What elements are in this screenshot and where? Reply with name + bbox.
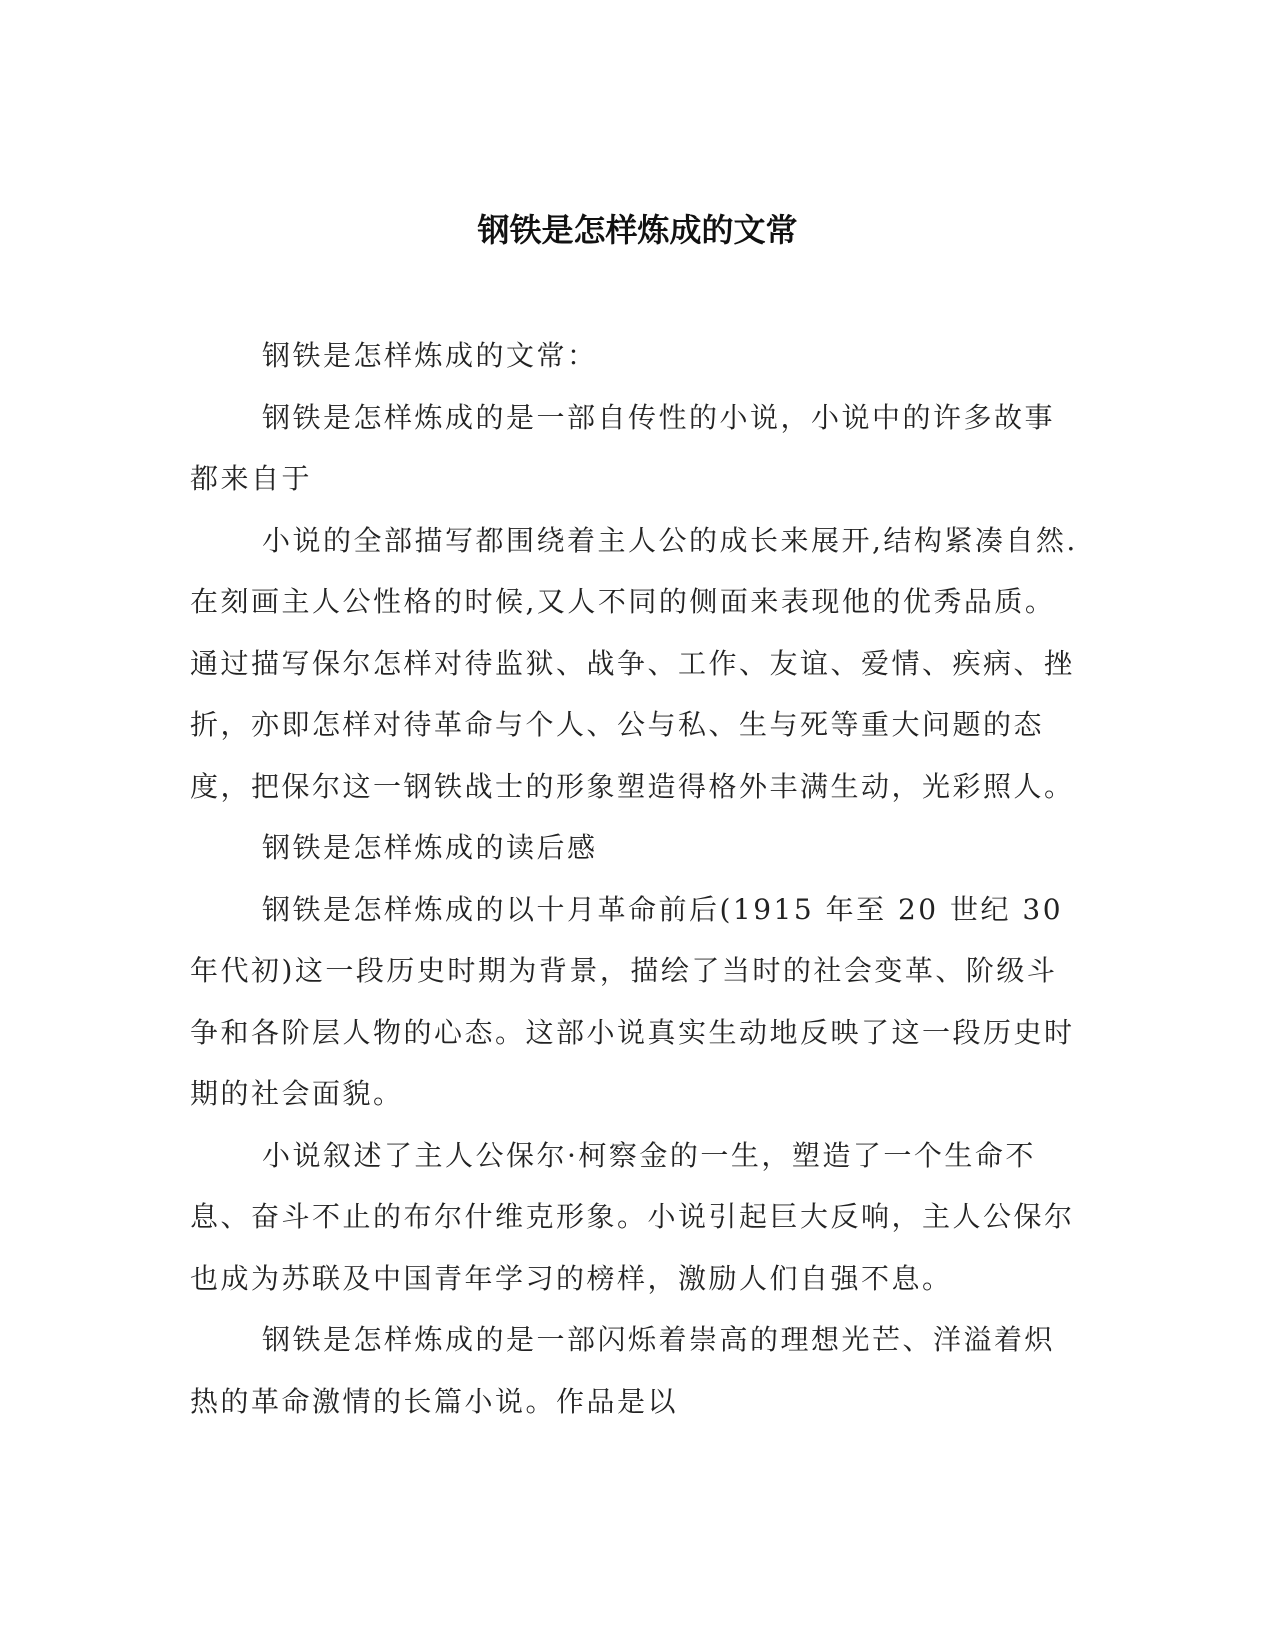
- paragraph-7: 钢铁是怎样炼成的是一部闪烁着崇高的理想光芒、洋溢着炽热的革命激情的长篇小说。作品是以: [190, 1323, 1056, 1418]
- paragraph-4: 钢铁是怎样炼成的读后感: [262, 831, 598, 864]
- paragraph-6: 小说叙述了主人公保尔·柯察金的一生，塑造了一个生命不息、奋斗不止的布尔什维克形象。小说引起巨大反响，主人公保尔也成为苏联及中国青年学习的榜样，激励人们自强不息。: [190, 1138, 1075, 1295]
- paragraph-5: 钢铁是怎样炼成的以十月革命前后(1915 年至 20 世纪 30 年代初)这一段历史时期为背景，描绘了当时的社会变革、阶级斗争和各阶层人物的心态。这部小说真实生动地反映了这一段历史时期的社会面貌。: [190, 892, 1075, 1110]
- document-body: [190, 325, 1085, 1432]
- paragraph-2: 钢铁是怎样炼成的是一部自传性的小说，小说中的许多故事都来自于: [190, 400, 1056, 495]
- document-title: 钢铁是怎样炼成的文常: [477, 211, 798, 249]
- paragraph-1: 钢铁是怎样炼成的文常：: [262, 339, 598, 372]
- paragraph-3: 小说的全部描写都围绕着主人公的成长来展开,结构紧凑自然.在刻画主人公性格的时候,又人不同的侧面来表现他的优秀品质。通过描写保尔怎样对待监狱、战争、工作、友谊、爱情、疾病、挫折，亦即怎样对待革命与个人、公与私、生与死等重大问题的态度，把保尔这一钢铁战士的形象塑造得格外丰满生动，光彩照人。: [190, 523, 1078, 803]
